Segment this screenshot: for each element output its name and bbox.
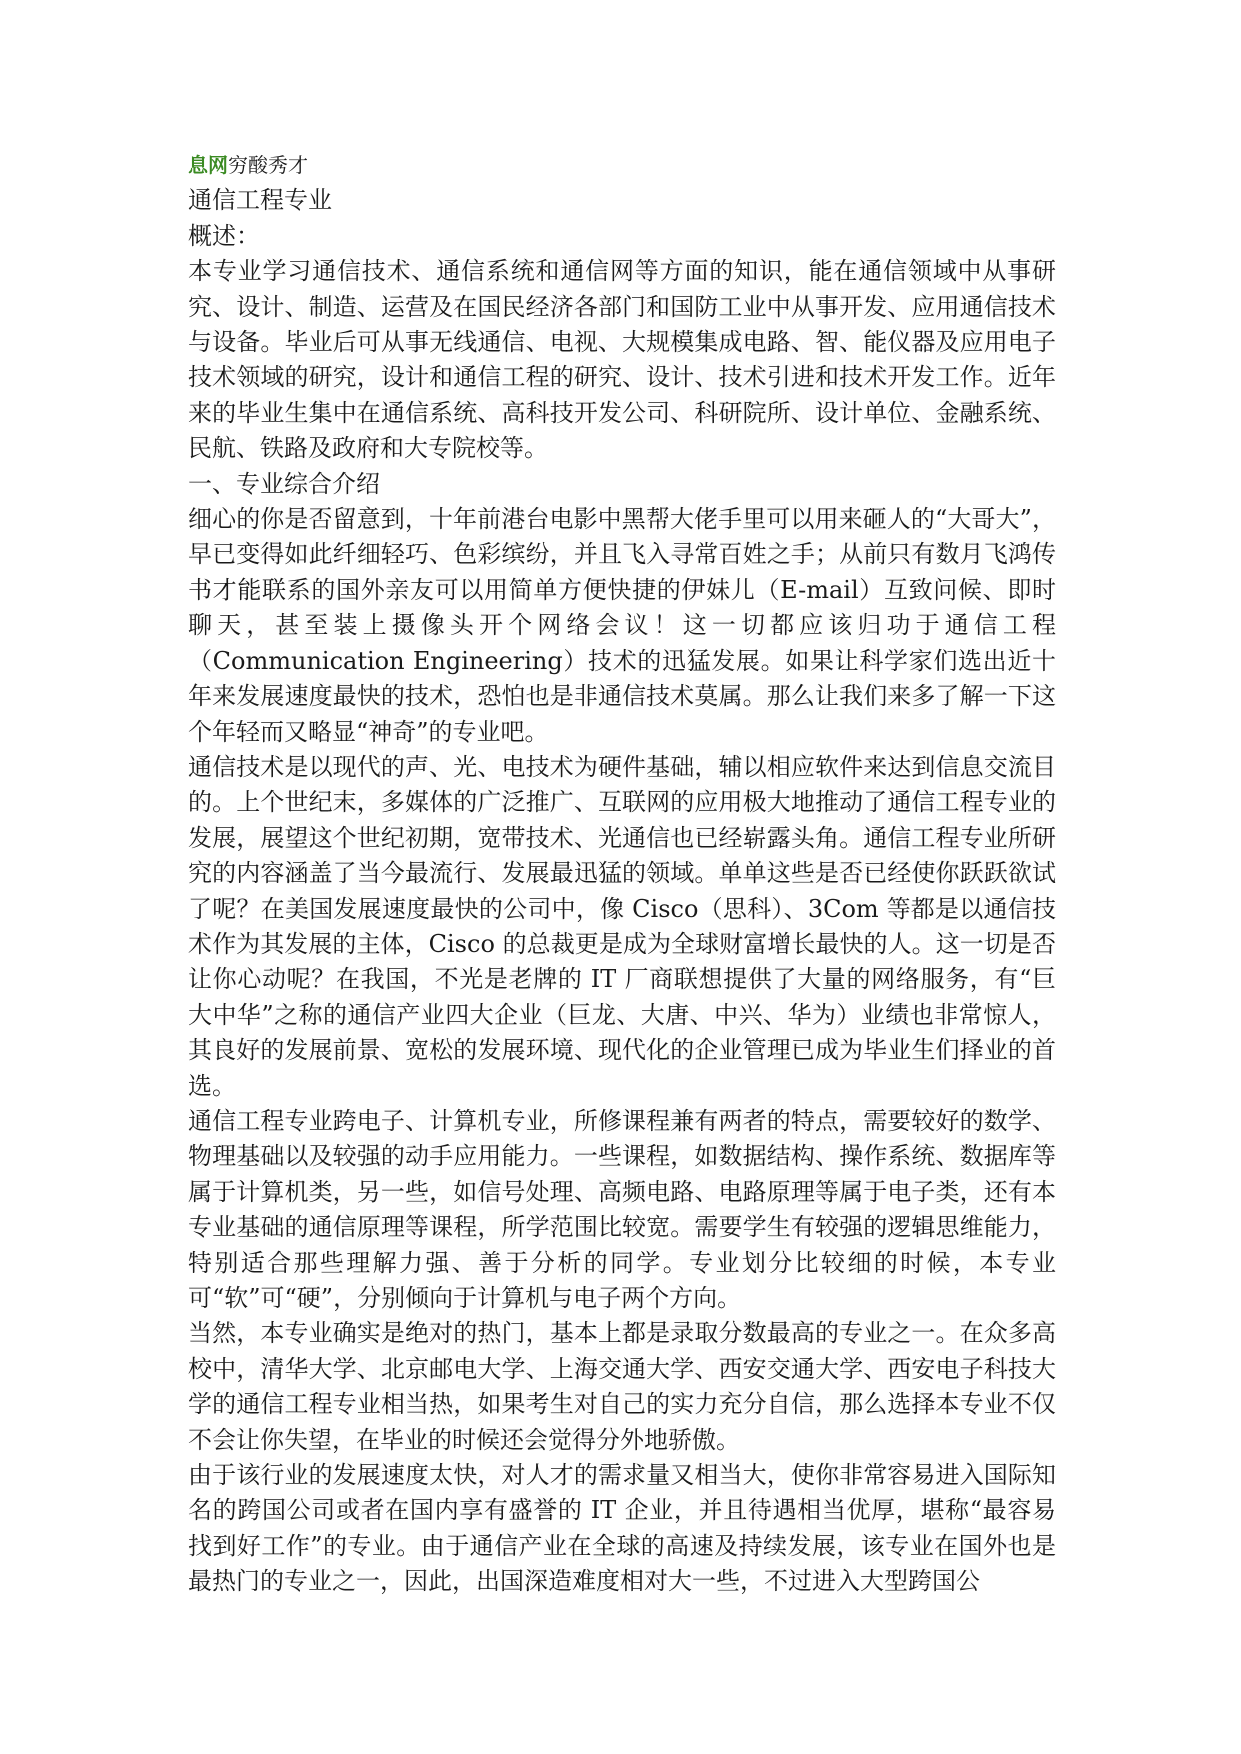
body-paragraph-4: 当然，本专业确实是绝对的热门，基本上都是录取分数最高的专业之一。在众多高校中，清华大学、北京邮电大学、上海交通大学、西安交通大学、西安电子科技大学的通信工程专业相当热，如果考生对自己的实力充分自信，那么选择本专业不仅不会让你失望，在毕业的时候还会觉得分外地骄傲。 (188, 1319, 1056, 1454)
overview-label: 概述： (188, 221, 260, 250)
document-body (188, 148, 1056, 1600)
brand-tagline: 穷酸秀才 (228, 153, 308, 177)
page-header (188, 148, 1056, 183)
body-paragraph-5: 由于该行业的发展速度太快，对人才的需求量又相当大，使你非常容易进入国际知名的跨国公司或者在国内享有盛誉的 IT 企业，并且待遇相当优厚，堪称“最容易找到好工作”的专业。由于通信产业在全球的高速及持续发展，该专业在国外也是最热门的专业之一，因此，出国深造难度相对大一些，不过进入大型跨国公 (188, 1461, 1056, 1596)
document-title: 通信工程专业 (188, 186, 332, 215)
body-paragraph-1: 细心的你是否留意到，十年前港台电影中黑帮大佬手里可以用来砸人的“大哥大”，早已变得如此纤细轻巧、色彩缤纷，并且飞入寻常百姓之手；从前只有数月飞鸿传书才能联系的国外亲友可以用简单方便快捷的伊妹儿（E-mail）互致问候、即时聊天，甚至装上摄像头开个网络会议！这一切都应该归功于通信工程（Communication Engineering）技术的迅猛发展。如果让科学家们选出近十年来发展速度最快的技术，恐怕也是非通信技术莫属。那么让我们来多了解一下这个年轻而又略显“神奇”的专业吧。 (188, 505, 1056, 746)
section-heading: 一、专业综合介绍 (188, 469, 380, 498)
body-paragraph-3: 通信工程专业跨电子、计算机专业，所修课程兼有两者的特点，需要较好的数学、物理基础以及较强的动手应用能力。一些课程，如数据结构、操作系统、数据库等属于计算机类，另一些，如信号处理、高频电路、电路原理等属于电子类，还有本专业基础的通信原理等课程，所学范围比较宽。需要学生有较强的逻辑思维能力，特别适合那些理解力强、善于分析的同学。专业划分比较细的时候，本专业可“软”可“硬”，分别倾向于计算机与电子两个方向。 (188, 1106, 1056, 1312)
body-paragraph-2: 通信技术是以现代的声、光、电技术为硬件基础，辅以相应软件来达到信息交流目的。上个世纪末，多媒体的广泛推广、互联网的应用极大地推动了通信工程专业的发展，展望这个世纪初期，宽带技术、光通信也已经崭露头角。通信工程专业所研究的内容涵盖了当今最流行、发展最迅猛的领域。单单这些是否已经使你跃跃欲试了呢？在美国发展速度最快的公司中，像 Cisco（思科）、3Com 等都是以通信技术作为其发展的主体，Cisco 的总裁更是成为全球财富增长最快的人。这一切是否让你心动呢？在我国，不光是老牌的 IT 厂商联想提供了大量的网络服务，有“巨大中华”之称的通信产业四大企业（巨龙、大唐、中兴、华为）业绩也非常惊人，其良好的发展前景、宽松的发展环境、现代化的企业管理已成为毕业生们择业的首选。 (188, 752, 1056, 1100)
overview-paragraph: 本专业学习通信技术、通信系统和通信网等方面的知识，能在通信领域中从事研究、设计、制造、运营及在国民经济各部门和国防工业中从事开发、应用通信技术与设备。毕业后可从事无线通信、电视、大规模集成电路、智、能仪器及应用电子技术领域的研究，设计和通信工程的研究、设计、技术引进和技术开发工作。近年来的毕业生集中在通信系统、高科技开发公司、科研院所、设计单位、金融系统、民航、铁路及政府和大专院校等。 (188, 257, 1056, 463)
brand-name: 息网 (188, 153, 228, 177)
